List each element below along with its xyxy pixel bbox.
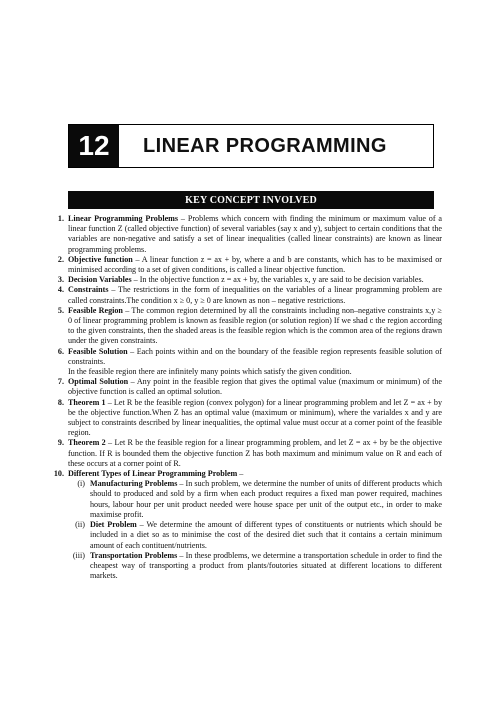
item-term: Theorem 1: [68, 397, 106, 407]
item-number: 10.: [53, 469, 64, 479]
feasible-solution-note: In the feasible region there are infinitely many points which satisfy the given condition.: [68, 367, 352, 377]
item-term: Objective function: [68, 254, 133, 264]
item-text: – A linear function z = ax + by, where a and b are constants, which has to be maximised or minimised according to a set of given conditions, is called a linear objective function.: [68, 254, 442, 275]
item-body: [68, 285, 442, 305]
item-text: – Any point in the feasible region that gives the optimal value (maximum or minimum) of the objective function is called an optimal solution.: [68, 377, 443, 397]
item-text: – Each points within and on the boundary of the feasible region represents feasible solution of constraints.: [68, 346, 442, 366]
item-body: [68, 275, 442, 285]
list-item: [40, 438, 442, 469]
sub-list-item: [40, 520, 442, 551]
item-body: [68, 306, 442, 347]
item-text: – The common region determined by all the constraints including non–negative constraints x,y ≥ 0 of linear programming problem is known as feasible region (or solution region) If we shad c the region according to the given constraints, then the shaded areas is the feasible region which is the common area of the regions drawn under the given constraints.: [68, 305, 442, 346]
item-term: Different Types of Linear Programming Problem: [68, 469, 238, 479]
subitem-body: [90, 520, 442, 551]
item-text: – In the objective function z = ax + by, the variables x, y are said to be decision variables.: [131, 275, 424, 285]
item-number: 5.: [57, 305, 64, 315]
subitem-body: [90, 551, 442, 582]
chapter-title: LINEAR PROGRAMMING: [143, 134, 387, 157]
item-body: [68, 214, 442, 255]
item-body: [68, 469, 442, 479]
item-number: 1.: [57, 214, 64, 223]
list-item: [40, 306, 442, 347]
item-text: – Problems which concern with finding the minimum or maximum value of a linear function Z (called objective function) of several variables (say x and y), subject to certain conditions that the variables are non-negative and satisfy a set of linear inequalities (called linear constraints) are known as linear programming problems.: [68, 214, 442, 254]
item-body: [68, 398, 442, 439]
item-body: [68, 377, 442, 397]
item-text: – Let R be the feasible region (convex polygon) for a linear programming problem and let Z = ax + by be the objective function.When Z has an optimal value (maximum or minimum), where the varialdes x and y are subject to constraints described by linear inequalities, the optimal value must occur at a corner point of the feasible region.: [68, 397, 443, 438]
item-body: [68, 347, 442, 367]
item-body: [68, 438, 442, 469]
list-item: [40, 285, 442, 305]
subitem-term: Manufacturing Problems: [90, 479, 178, 489]
item-term: Constraints: [68, 285, 109, 295]
item-number: 9.: [57, 438, 64, 448]
subitem-text: – In such problem, we determine the number of units of different products which should to produced and sold by a firm when each product requires a fixed man power required, machines hours, labour hour per unit product needed were house space per unit of the output etc., in order to make maximise profit.: [90, 479, 442, 519]
item-number: 4.: [57, 285, 64, 295]
item-number: 8.: [57, 397, 64, 407]
list-item: [40, 347, 442, 367]
key-concept-banner: KEY CONCEPT INVOLVED: [68, 191, 434, 209]
list-item: [40, 255, 442, 275]
item-text: –: [237, 469, 244, 479]
item-term: Feasible Region: [68, 305, 123, 315]
subitem-text: – We determine the amount of different types of constituents or nutrients which should be included in a diet so as to minimise the cost of the desired diet such that it contains a certain minimum amount of each contituent/nutrients.: [90, 520, 442, 550]
item-number: 7.: [57, 377, 64, 387]
subitem-text: – In these prodblems, we determine a transportation schedule in order to find the cheapest way of transporting a product from plants/foutories situated at different locations to different markets.: [90, 550, 442, 581]
item-term: Optimal Solution: [68, 377, 129, 387]
subitem-term: Diet Problem: [90, 520, 137, 530]
item-term: Feasible Solution: [68, 346, 128, 356]
sub-list-item: [40, 479, 442, 520]
list-item: [40, 377, 442, 397]
item-number: 6.: [57, 346, 64, 356]
subitem-number: (iii): [72, 550, 85, 560]
list-item: [40, 398, 442, 439]
list-item: [40, 275, 442, 285]
item-body: [68, 255, 442, 275]
item-number: 2.: [57, 254, 64, 264]
chapter-header: [68, 124, 434, 168]
subitem-number: (ii): [75, 520, 85, 530]
subitem-body: [90, 479, 442, 520]
item-term: Decision Variables: [68, 275, 132, 285]
list-item: [40, 214, 442, 255]
subitem-term: Transportation Problems: [90, 550, 178, 560]
item-text: – The restrictions in the form of inequalities on the variables of a linear programming problem are called constraints.The condition x ≥ 0, y ≥ 0 are known as non – negative restrictions.: [68, 285, 442, 305]
list-item: [40, 469, 442, 479]
subitem-number: (i): [77, 479, 85, 489]
key-concepts-list: [40, 214, 442, 581]
item-number: 3.: [57, 275, 64, 285]
item-term: Theorem 2: [68, 438, 106, 448]
item-text: – Let R be the feasible region for a linear programming problem, and let Z = ax + by be the objective function. If R is bounded them the objective function Z has both maximum and minimum value on R and each of these occurs at a corner point of R.: [68, 438, 443, 468]
item-term: Linear Programming Problems: [68, 214, 179, 223]
sub-list-item: [40, 551, 442, 582]
chapter-number: 12: [69, 125, 119, 167]
